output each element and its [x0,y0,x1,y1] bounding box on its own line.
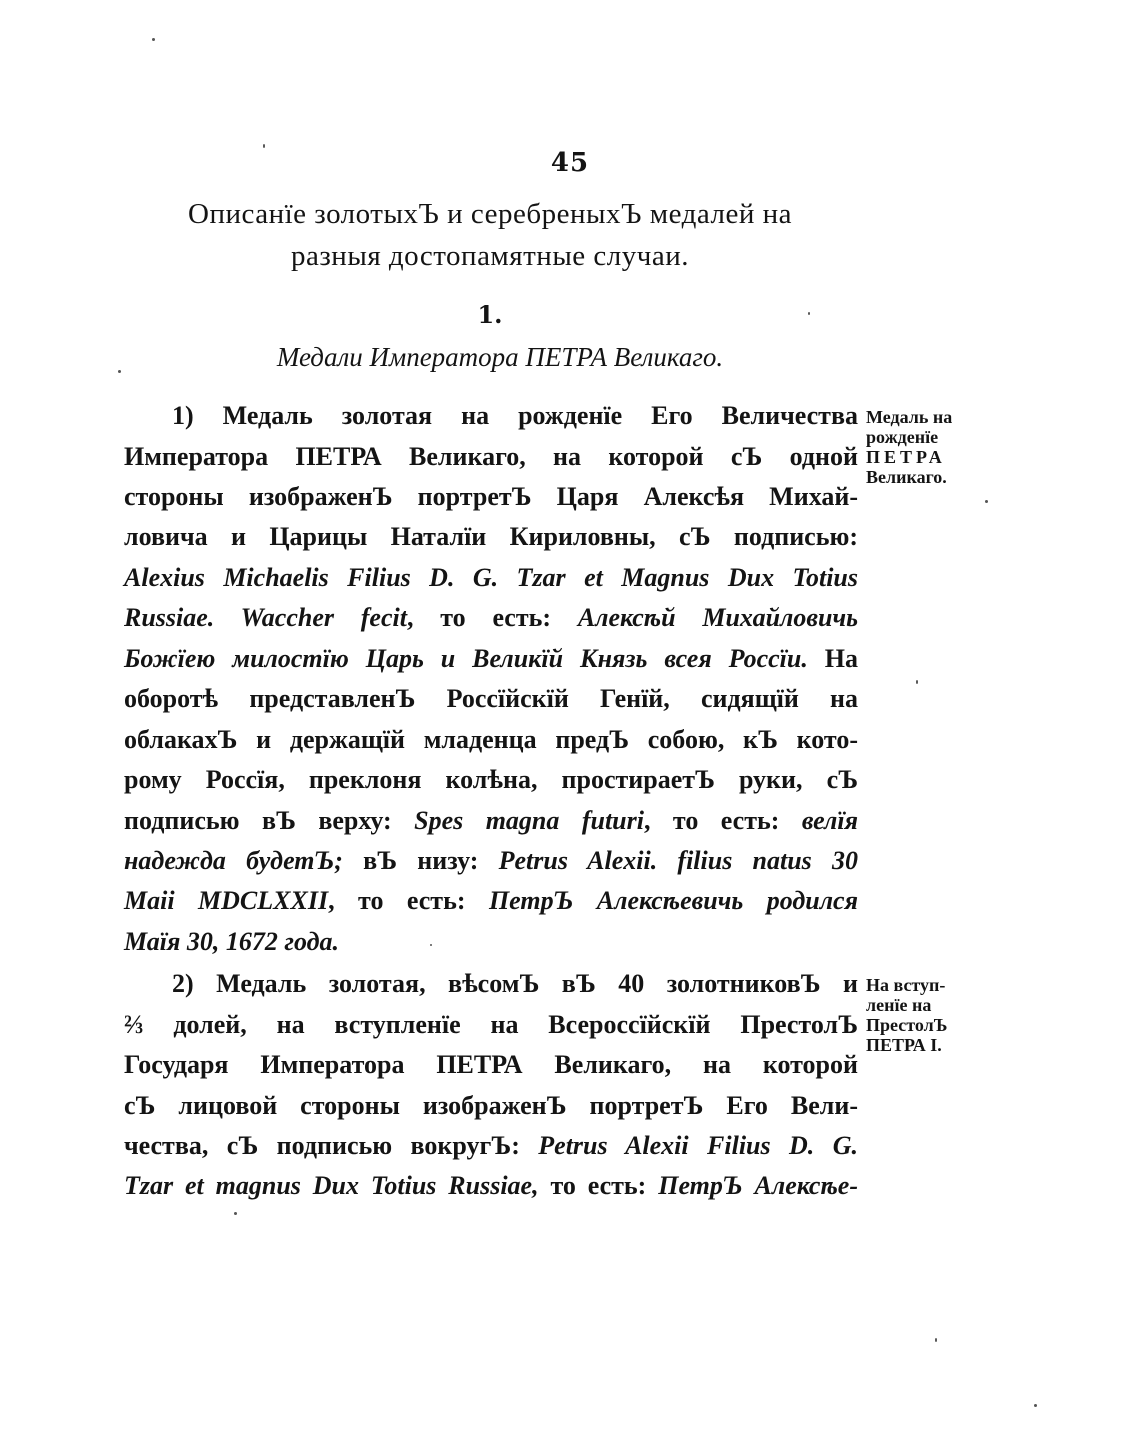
scan-speck [985,500,988,503]
text-line: облакахЪ и держащїй младенца предЪ собою, кЪ кото- [124,725,858,754]
page-number: 45 [550,148,590,178]
heading-line-2: разныя достопамятные случаи. [290,240,689,272]
text-line: ловича и Царицы Наталїи Кириловны, сЪ подписью: [124,522,858,551]
section-number: 1. [477,300,503,329]
scan-speck [234,1212,237,1215]
text-line: ⅔ долей, на вступленїе на Всероссїйскїй ПрестолЪ [124,1010,858,1039]
section-title: Медали Императора ПЕТРА Великаго. [276,342,724,372]
text-line: 2) Медаль золотая, вѣсомЪ вЪ 40 золотниковЪ и [172,969,858,998]
margin-note-accession: На вступ- ленїе на ПрестолЪ ПЕТРА I. [866,975,948,1055]
text-line: 1) Медаль золотая на рожденїе Его Величества [172,401,858,430]
text-line: рому Россїя, преклоня колѣна, простираетЪ руки, сЪ [124,765,858,794]
text-line: Императора ПЕТРА Великаго, на которой сЪ одной [124,442,858,471]
scan-speck [1034,1404,1037,1407]
text-line: Tzar et magnus Dux Totius Russiae, то есть: ПетрЪ Алексѣе- [124,1171,858,1200]
scan-speck [152,38,155,41]
text-line: Alexius Michaelis Filius D. G. Tzar et Magnus Dux Totius [124,563,858,592]
text-line: Божїею милостїю Царь и Великїй Князь всея Россїи. На [124,644,858,673]
text-line: Государя Императора ПЕТРА Великаго, на которой [124,1050,858,1079]
margin-note-birth: Медаль на рожденїе ПЕТРА Великаго. [866,407,953,487]
text-line: сЪ лицовой стороны изображенЪ портретЪ Его Вели- [124,1091,858,1120]
scan-speck [916,680,918,684]
text-line: Maii MDCLXXII, то есть: ПетрЪ Алексѣевичь родился [124,886,858,915]
text-line: оборотѣ представленЪ Россїйскїй Генїй, сидящїй на [124,684,858,713]
text-line: надежда будетЪ; вЪ низу: Petrus Alexii. filius natus 30 [124,846,858,875]
text-line: стороны изображенЪ портретЪ Царя Алексѣя Михай- [124,482,858,511]
scan-speck [263,144,265,148]
text-line: Маїя 30, 1672 года. [124,927,340,956]
scan-speck [808,312,810,315]
scan-speck [935,1338,937,1342]
heading-line-1: Описанїе золотыхЪ и серебреныхЪ медалей на [188,198,792,230]
scan-speck [430,944,432,946]
text-line: подписью вЪ верху: Spes magna futuri, то есть: велїя [124,806,858,835]
scan-speck [118,370,121,373]
text-line: чества, сЪ подписью вокругЪ: Petrus Alexii Filius D. G. [124,1131,858,1160]
text-line: Russiae. Waccher fecit, то есть: Алексѣй Михайловичь [124,603,858,632]
